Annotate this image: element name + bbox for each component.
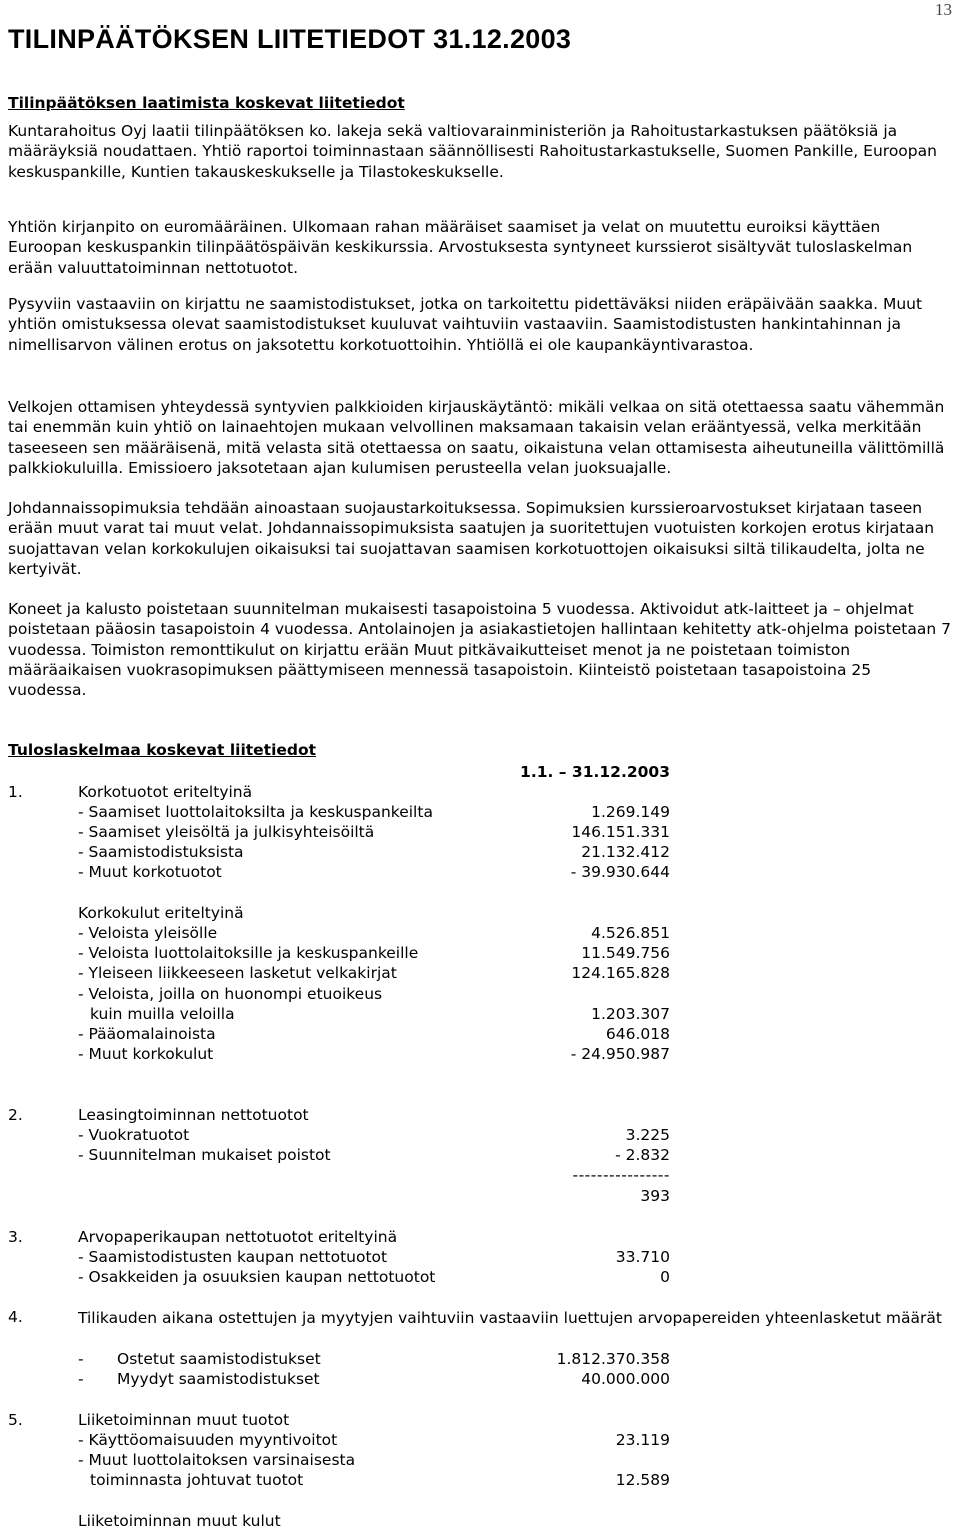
row-label: - Pääomalainoista [78, 1025, 216, 1043]
paragraph-reporting: Kuntarahoitus Oyj laatii tilinpäätöksen ko. lakeja sekä valtiovarainministeriön ja Rahoitustarkastuksen päätöksiä ja määräyksiä noudattaen. Yhtiö raportoi toiminnastaan säännöllisesti Rahoitustarkastukselle, Suomen Pankille, Euroopan keskuspankille, Kuntien takauskeskukselle ja Tilastokeskukselle. [8, 122, 937, 181]
document-title: TILINPÄÄTÖKSEN LIITETIEDOT 31.12.2003 [8, 24, 572, 54]
row-value: - 39.930.644 [570, 863, 670, 881]
item-title: Leasingtoiminnan nettotuotot [78, 1106, 309, 1124]
page-number: 13 [935, 0, 952, 19]
row-label: - Veloista luottolaitoksille ja keskuspankeille [78, 944, 419, 962]
paragraph-derivatives: Johdannaissopimuksia tehdään ainoastaan suojaustarkoituksessa. Sopimuksien kurssieroarvostukset kirjataan taseen erään muut varat tai muut velat. Johdannaissopimuksista saatujen ja suoritettujen vuotuisten korkojen erotus kirjataan suojattavan velan korkokulujen oikaisuksi tai suojattavan saamisen korkotuottojen oikaisuksi siltä tilikaudelta, jolta ne kertyivät. [8, 499, 935, 578]
row-label: - Käyttöomaisuuden myyntivoitot [78, 1431, 338, 1449]
item-number: 1. [8, 783, 23, 801]
row-value: - 2.832 [615, 1146, 670, 1164]
table-row [0, 1126, 960, 1146]
table-row [0, 1350, 960, 1370]
item-title: Korkotuotot eriteltyinä [78, 783, 253, 801]
row-value: - 24.950.987 [570, 1045, 670, 1063]
table-row [0, 1025, 960, 1045]
row-label: - Saamiset yleisöltä ja julkisyhteisöiltä [78, 823, 375, 841]
row-label: - Saamiset luottolaitoksilta ja keskuspankeilta [78, 803, 433, 821]
table-row [0, 1146, 960, 1166]
row-label-continued: toiminnasta johtuvat tuotot [90, 1471, 304, 1489]
table-row [0, 1411, 960, 1431]
row-value: 40.000.000 [581, 1370, 670, 1388]
bullet-dash: - [78, 1350, 84, 1368]
section-heading-accounting-principles: Tilinpäätöksen laatimista koskevat liitetiedot [8, 94, 405, 112]
table-row [0, 1451, 960, 1471]
item-number: 4. [8, 1308, 23, 1326]
row-value: 124.165.828 [571, 964, 670, 982]
table-row [0, 964, 960, 984]
item-number: 3. [8, 1228, 23, 1246]
row-value: 1.812.370.358 [556, 1350, 670, 1368]
paragraph-depreciation: Koneet ja kalusto poistetaan suunnitelman mukaisesti tasapoistoina 5 vuodessa. Aktivoidut atk-laitteet ja – ohjelmat poistetaan pääosin tasapoistoin 4 vuodessa. Antolainojen ja asiakastietojen hallintaan kehitetty atk-ohjelma poistetaan 7 vuodessa. Toimiston remonttikulut on kirjattu erään Muut pitkävaikutteiset menot ja ne poistetaan toimiston määräaikaisen vuokrasopimuksen päättymiseen mennessä tasapoistoin. Kiinteistö poistetaan tasapoistoina 25 vuodessa. [8, 600, 951, 700]
row-value: 12.589 [615, 1471, 670, 1489]
table-row [0, 1370, 960, 1390]
row-value: 1.269.149 [591, 803, 670, 821]
table-row [0, 783, 960, 803]
section-heading-income-statement: Tuloslaskelmaa koskevat liitetiedot [8, 741, 317, 759]
table-row [0, 1471, 960, 1491]
table-row [0, 944, 960, 964]
table-row [0, 823, 960, 843]
row-value: 3.225 [625, 1126, 670, 1144]
item-title: Liiketoiminnan muut kulut [78, 1512, 281, 1530]
row-value: 646.018 [605, 1025, 670, 1043]
row-value: 33.710 [615, 1248, 670, 1266]
table-row [0, 985, 960, 1005]
table-row [0, 1166, 960, 1186]
row-value: 11.549.756 [581, 944, 670, 962]
period-column-header: 1.1. – 31.12.2003 [520, 763, 670, 781]
row-value: 23.119 [615, 1431, 670, 1449]
table-row [0, 863, 960, 883]
table-row [0, 843, 960, 863]
row-total: 393 [640, 1187, 670, 1205]
paragraph-fixed-assets: Pysyviin vastaaviin on kirjattu ne saamistodistukset, jotka on tarkoitettu pidettäväksi niiden eräpäivään saakka. Muut yhtiön omistuksessa olevat saamistodistukset kuuluvat vaihtuviin vastaaviin. Saamistodistusten hankintahinnan ja nimellisarvon välinen erotus on jaksotettu korkotuottoihin. Yhtiöllä ei ole kaupankäyntivarastoa. [8, 295, 923, 354]
item-number: 5. [8, 1411, 23, 1429]
table-row [0, 924, 960, 944]
sum-divider: ---------------- [572, 1166, 670, 1184]
table-row [0, 1431, 960, 1451]
row-label: - Muut korkokulut [78, 1045, 214, 1063]
table-row [0, 1512, 960, 1532]
row-label: - Yleiseen liikkeeseen lasketut velkakirjat [78, 964, 397, 982]
row-value: 4.526.851 [591, 924, 670, 942]
paragraph-currency: Yhtiön kirjanpito on euromääräinen. Ulkomaan rahan määräiset saamiset ja velat on muutettu euroiksi käyttäen Euroopan keskuspankin tilinpäätöspäivän keskikurssia. Arvostuksesta syntyneet kurssierot sisältyvät tuloslaskelman erään valuuttatoiminnan nettotuotot. [8, 218, 913, 277]
table-row [0, 1248, 960, 1268]
row-label: - Saamistodistusten kaupan nettotuotot [78, 1248, 388, 1266]
table-row [0, 1268, 960, 1288]
item-title: Tilikauden aikana ostettujen ja myytyjen vaihtuviin vastaaviin luettujen arvopapereiden yhteenlasketut määrät [78, 1309, 942, 1327]
row-label: - Muut luottolaitoksen varsinaisesta [78, 1451, 356, 1469]
row-label: - Suunnitelman mukaiset poistot [78, 1146, 331, 1164]
table-row [0, 1228, 960, 1248]
row-label: - Saamistodistuksista [78, 843, 244, 861]
table-row [0, 1187, 960, 1207]
table-row [0, 1045, 960, 1065]
row-label: Myydyt saamistodistukset [117, 1370, 320, 1388]
item-number: 2. [8, 1106, 23, 1124]
row-value: 0 [660, 1268, 670, 1286]
row-label: - Osakkeiden ja osuuksien kaupan nettotuotot [78, 1268, 436, 1286]
table-row [0, 904, 960, 924]
row-label: - Veloista yleisölle [78, 924, 218, 942]
table-row [0, 1106, 960, 1126]
row-label: - Veloista, joilla on huonompi etuoikeus [78, 985, 383, 1003]
row-label: - Vuokratuotot [78, 1126, 190, 1144]
bullet-dash: - [78, 1370, 84, 1388]
table-row [0, 1005, 960, 1025]
row-label: - Muut korkotuotot [78, 863, 222, 881]
row-value: 1.203.307 [591, 1005, 670, 1023]
item-title: Korkokulut eriteltyinä [78, 904, 244, 922]
row-label: Ostetut saamistodistukset [117, 1350, 321, 1368]
paragraph-debt-fees: Velkojen ottamisen yhteydessä syntyvien palkkioiden kirjauskäytäntö: mikäli velkaa on sitä otettaessa saatu vähemmän tai enemmän kuin yhtiö on lainaehtojen mukaan velvollinen maksamaan takaisin velan erääntyessä, velka merkitään taseeseen sen määräisenä, mitä velasta sitä otettaessa on saatu, oikaistuna velan ottamisesta aiheutuneilla välittömillä palkkiokuluilla. Emissioero jaksotetaan ajan kulumisen perusteella velan juoksuajalle. [8, 398, 945, 477]
row-value: 146.151.331 [571, 823, 670, 841]
item-title: Arvopaperikaupan nettotuotot eriteltyinä [78, 1228, 398, 1246]
row-label-continued: kuin muilla veloilla [90, 1005, 235, 1023]
table-row [0, 803, 960, 823]
item-title: Liiketoiminnan muut tuotot [78, 1411, 290, 1429]
row-value: 21.132.412 [581, 843, 670, 861]
table-row [0, 1308, 960, 1350]
